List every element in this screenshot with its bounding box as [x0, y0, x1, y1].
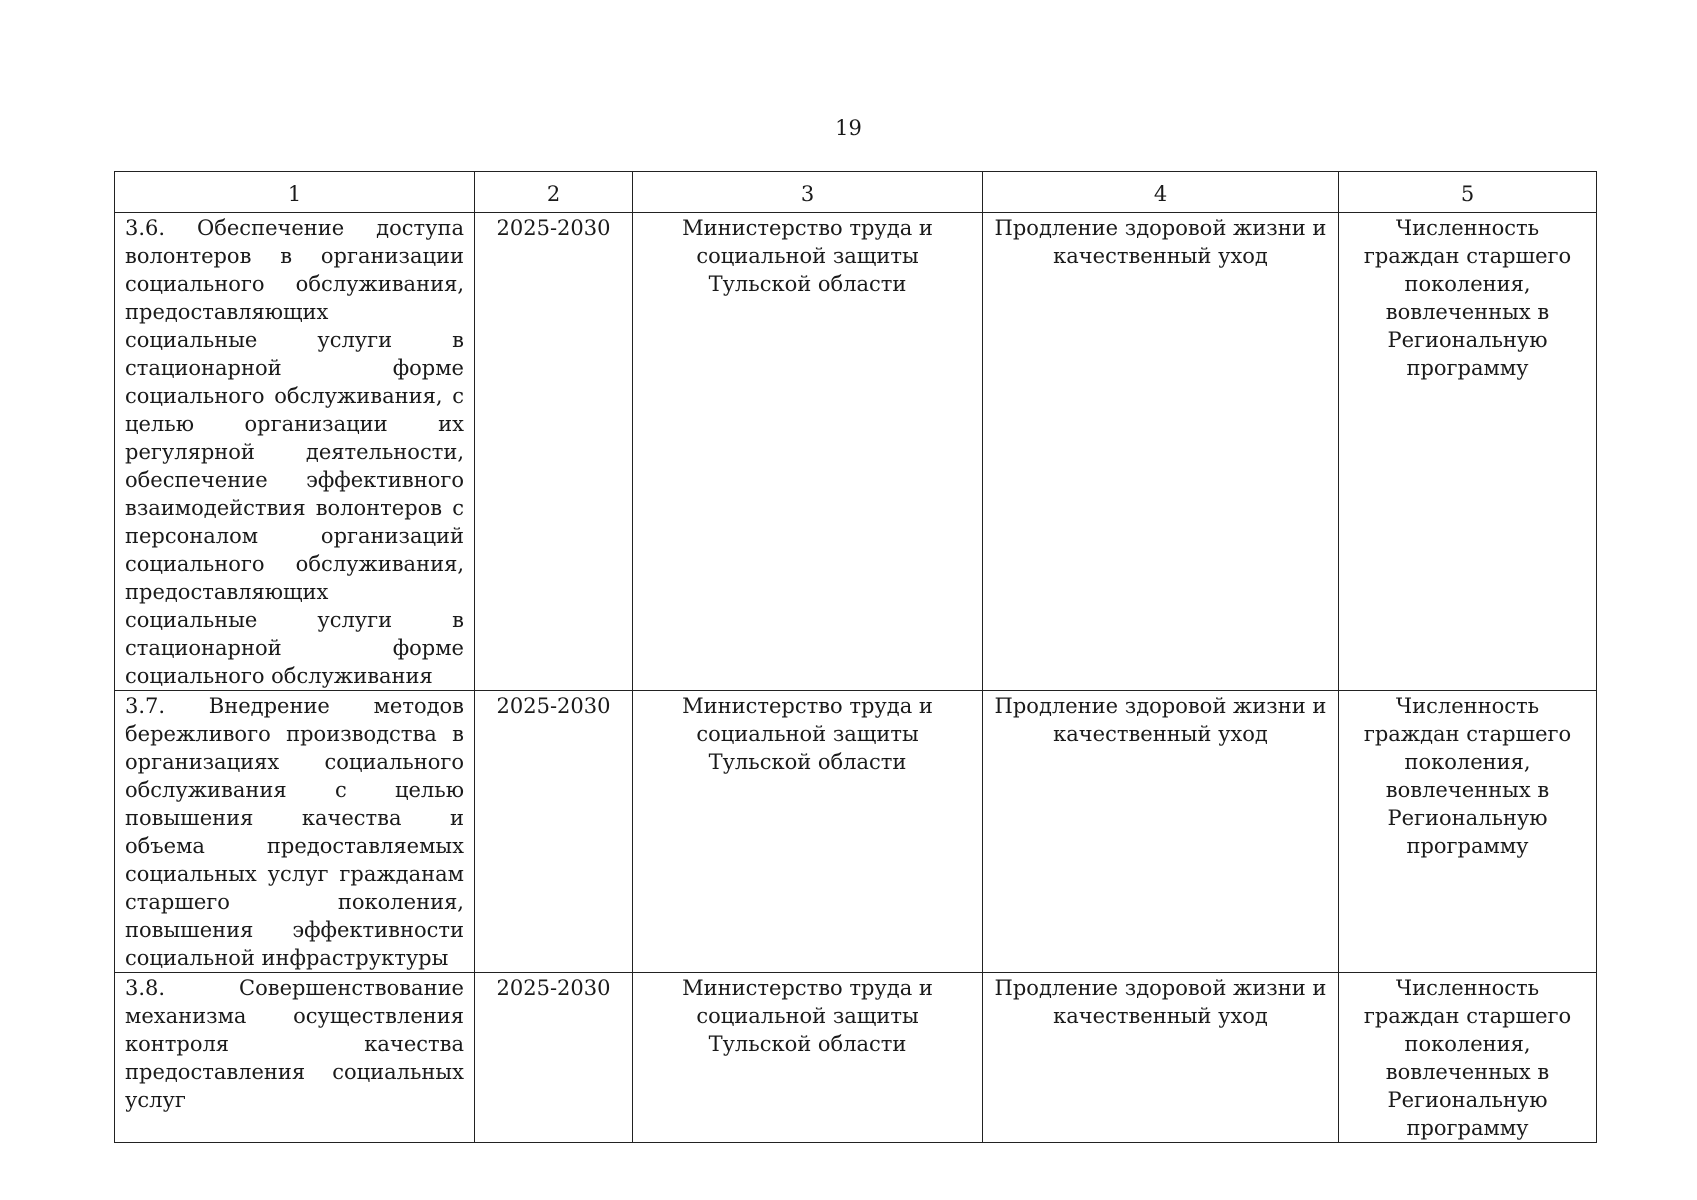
measure-cell: 3.6. Обеспечение доступа волонтеров в организации социального обслуживания, предоставляющих социальные услуги в стационарной форме социального обслуживания, с целью организации их регулярной деятельности, обеспечение эффективного взаимодействия волонтеров с персоналом организаций социального обслуживания, предоставляющих социальные услуги в стационарной форме социального обслуживания — [115, 213, 475, 691]
result-cell: Продление здоровой жизни и качественный уход — [983, 973, 1339, 1143]
indicator-cell: Численность граждан старшего поколения, вовлеченных в Региональную программу — [1339, 691, 1597, 973]
responsible-cell: Министерство труда и социальной защиты Тульской области — [633, 973, 983, 1143]
responsible-cell: Министерство труда и социальной защиты Тульской области — [633, 691, 983, 973]
result-cell: Продление здоровой жизни и качественный уход — [983, 213, 1339, 691]
measures-table — [114, 171, 1597, 1143]
column-header-4: 4 — [983, 172, 1339, 213]
column-header-3: 3 — [633, 172, 983, 213]
period-cell: 2025-2030 — [475, 973, 633, 1143]
page-number: 19 — [835, 116, 862, 140]
table-row — [115, 213, 1597, 691]
period-cell: 2025-2030 — [475, 691, 633, 973]
period-cell: 2025-2030 — [475, 213, 633, 691]
measure-cell: 3.7. Внедрение методов бережливого производства в организациях социального обслуживания с целью повышения качества и объема предоставляемых социальных услуг гражданам старшего поколения, повышения эффективности социальной инфраструктуры — [115, 691, 475, 973]
table-row — [115, 691, 1597, 973]
column-header-5: 5 — [1339, 172, 1597, 213]
table-row — [115, 973, 1597, 1143]
column-header-1: 1 — [115, 172, 475, 213]
responsible-cell: Министерство труда и социальной защиты Тульской области — [633, 213, 983, 691]
indicator-cell: Численность граждан старшего поколения, вовлеченных в Региональную программу — [1339, 213, 1597, 691]
header-row — [115, 172, 1597, 213]
result-cell: Продление здоровой жизни и качественный уход — [983, 691, 1339, 973]
table-body — [115, 213, 1597, 1143]
column-header-2: 2 — [475, 172, 633, 213]
indicator-cell: Численность граждан старшего поколения, вовлеченных в Региональную программу — [1339, 973, 1597, 1143]
measure-cell: 3.8. Совершенствование механизма осуществления контроля качества предоставления социальных услуг — [115, 973, 475, 1143]
table-header — [115, 172, 1597, 213]
